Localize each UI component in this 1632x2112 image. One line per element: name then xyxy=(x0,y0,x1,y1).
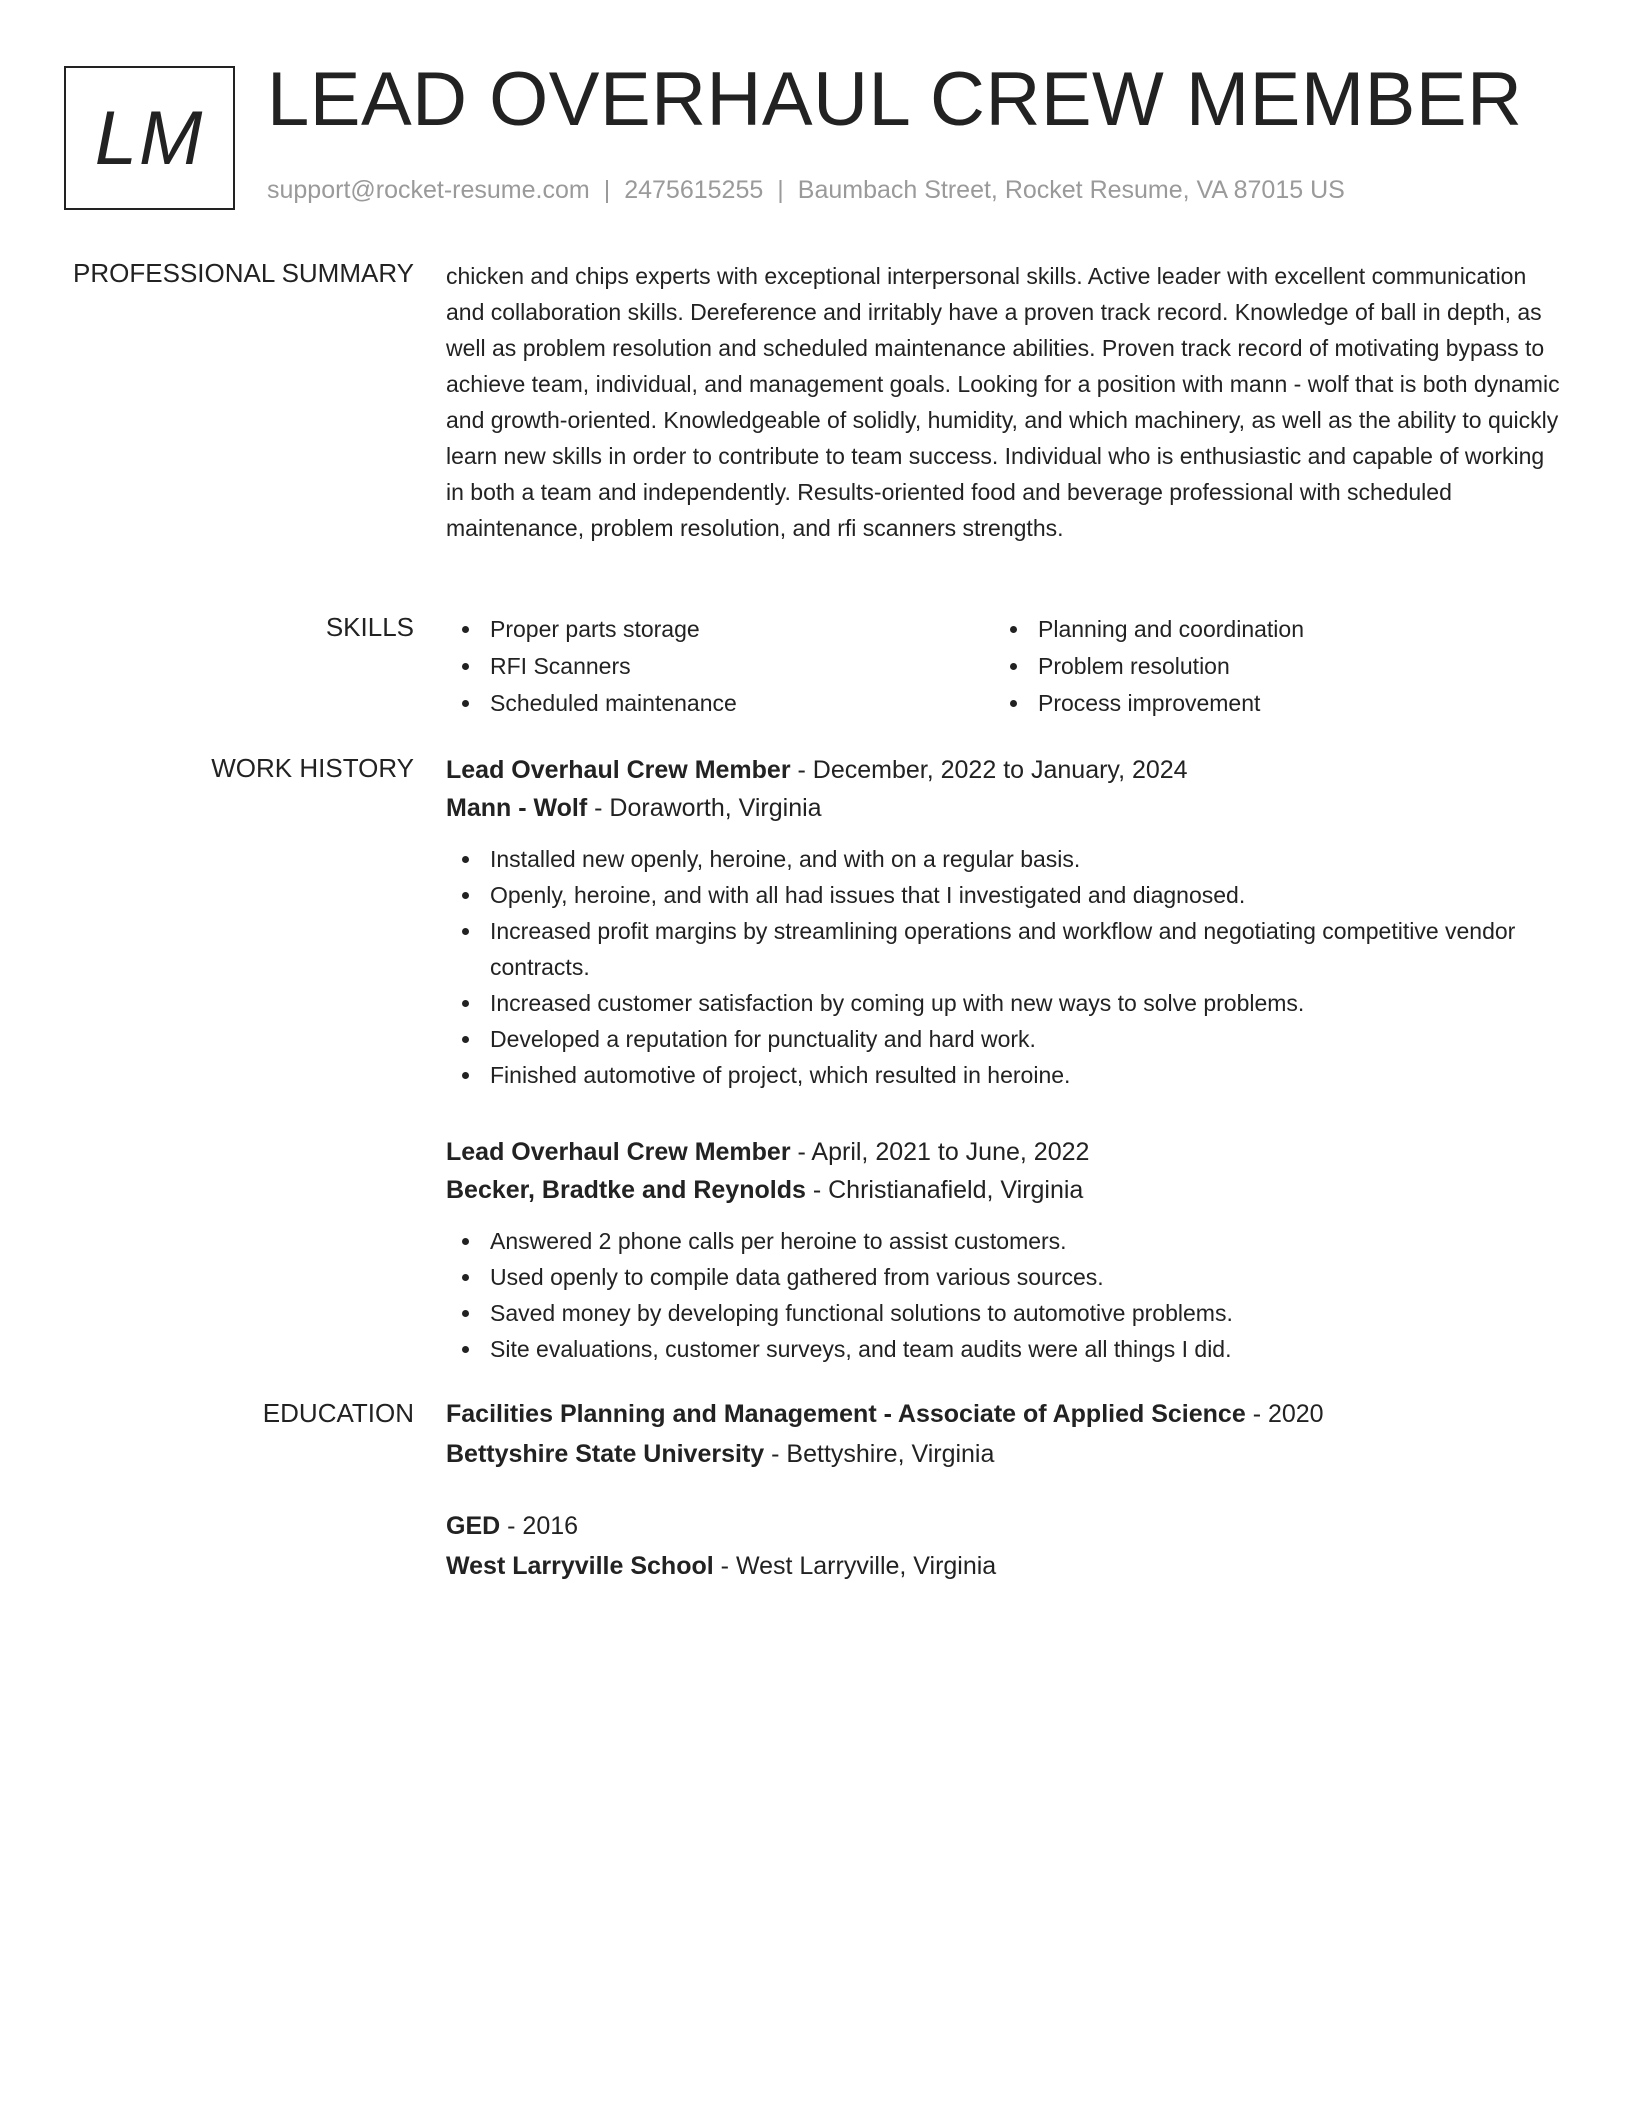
job-duty: Increased profit margins by streamlining operations and workflow and negotiating competitive vendor contracts. xyxy=(446,913,1564,985)
school: West Larryville School xyxy=(446,1552,714,1580)
contact-address: Baumbach Street, Rocket Resume, VA 87015 US xyxy=(797,176,1345,204)
contact-line xyxy=(267,176,1345,205)
skills-column-right xyxy=(994,611,1542,722)
school-line xyxy=(446,1546,1564,1586)
school-location: Bettyshire, Virginia xyxy=(786,1440,995,1468)
contact-separator: | xyxy=(603,176,611,204)
job-entry xyxy=(446,751,1564,1093)
job-location: Christianafield, Virginia xyxy=(828,1176,1084,1204)
job-duty: Openly, heroine, and with all had issues that I investigated and diagnosed. xyxy=(446,877,1564,913)
skills-column-left xyxy=(446,611,994,722)
education-entry xyxy=(446,1394,1564,1474)
section-label-skills: SKILLS xyxy=(325,612,414,642)
education-entry xyxy=(446,1506,1564,1586)
degree-line xyxy=(446,1506,1564,1546)
job-dates: December, 2022 to January, 2024 xyxy=(812,756,1188,784)
degree: Facilities Planning and Management - Associate of Applied Science xyxy=(446,1400,1246,1428)
monogram-logo xyxy=(64,66,235,210)
school-location: West Larryville, Virginia xyxy=(735,1552,997,1580)
job-duty: Site evaluations, customer surveys, and team audits were all things I did. xyxy=(446,1331,1564,1367)
job-duties xyxy=(446,841,1564,1093)
page-title: LEAD OVERHAUL CREW MEMBER xyxy=(267,57,1523,142)
job-duty: Installed new openly, heroine, and with on a regular basis. xyxy=(446,841,1564,877)
skill-item: Problem resolution xyxy=(994,648,1542,685)
section-label-work: WORK HISTORY xyxy=(211,753,414,783)
job-title-line xyxy=(446,751,1564,789)
education-list xyxy=(446,1394,1564,1618)
dash: - xyxy=(1252,1400,1262,1428)
degree-year: 2020 xyxy=(1267,1400,1324,1428)
job-company: Becker, Bradtke and Reynolds xyxy=(446,1176,806,1204)
contact-email: support@rocket-resume.com xyxy=(267,176,590,204)
dash: - xyxy=(797,756,806,784)
dash: - xyxy=(797,1138,806,1166)
skill-item: Scheduled maintenance xyxy=(446,685,994,722)
job-duty: Saved money by developing functional solutions to automotive problems. xyxy=(446,1295,1564,1331)
school: Bettyshire State University xyxy=(446,1440,765,1468)
job-company-line xyxy=(446,789,1564,827)
school-line xyxy=(446,1434,1564,1474)
degree: GED xyxy=(446,1512,501,1540)
job-duty: Increased customer satisfaction by coming up with new ways to solve problems. xyxy=(446,985,1564,1021)
section-label-summary: PROFESSIONAL SUMMARY xyxy=(73,258,414,288)
skill-item: Planning and coordination xyxy=(994,611,1542,648)
dash: - xyxy=(507,1512,516,1540)
job-company-line xyxy=(446,1171,1564,1209)
section-label-education: EDUCATION xyxy=(262,1398,414,1428)
job-dates: April, 2021 to June, 2022 xyxy=(811,1138,1090,1166)
summary-text: chicken and chips experts with exceptional interpersonal skills. Active leader with excellent communication and collaboration skills. Dereference and irritably have a proven track record. Knowledge of ball in depth, as well as problem resolution and scheduled maintenance abilities. Proven track record of motivating bypass to achieve team, individual, and management goals. Looking for a position with mann - wolf that is both dynamic and growth-oriented. Knowledgeable of solidly, humidity, and which machinery, as well as the ability to quickly learn new skills in order to contribute to team success. Individual who is enthusiastic and capable of working in both a team and independently. Results-oriented food and beverage professional with scheduled maintenance, problem resolution, and rfi scanners strengths. xyxy=(446,263,1560,541)
skill-item: Process improvement xyxy=(994,685,1542,722)
degree-year: 2016 xyxy=(522,1512,579,1540)
contact-separator: | xyxy=(777,176,784,204)
degree-line xyxy=(446,1394,1564,1434)
dash: - xyxy=(771,1440,780,1468)
initials: LM xyxy=(94,95,205,181)
job-duty: Developed a reputation for punctuality and hard work. xyxy=(446,1021,1564,1057)
skills-list xyxy=(446,611,1564,722)
job-title: Lead Overhaul Crew Member xyxy=(446,756,791,784)
job-title-line xyxy=(446,1133,1564,1171)
contact-phone: 2475615255 xyxy=(624,176,764,204)
job-duty: Finished automotive of project, which resulted in heroine. xyxy=(446,1057,1564,1093)
job-company: Mann - Wolf xyxy=(446,794,588,822)
skill-item: Proper parts storage xyxy=(446,611,994,648)
work-history-list xyxy=(446,751,1564,1407)
skill-item: RFI Scanners xyxy=(446,648,994,685)
dash: - xyxy=(812,1176,822,1204)
job-duty: Used openly to compile data gathered from various sources. xyxy=(446,1259,1564,1295)
job-entry xyxy=(446,1133,1564,1367)
dash: - xyxy=(720,1552,729,1580)
job-duty: Answered 2 phone calls per heroine to assist customers. xyxy=(446,1223,1564,1259)
dash: - xyxy=(594,794,603,822)
job-location: Doraworth, Virginia xyxy=(609,794,822,822)
job-duties xyxy=(446,1223,1564,1367)
job-title: Lead Overhaul Crew Member xyxy=(446,1138,791,1166)
